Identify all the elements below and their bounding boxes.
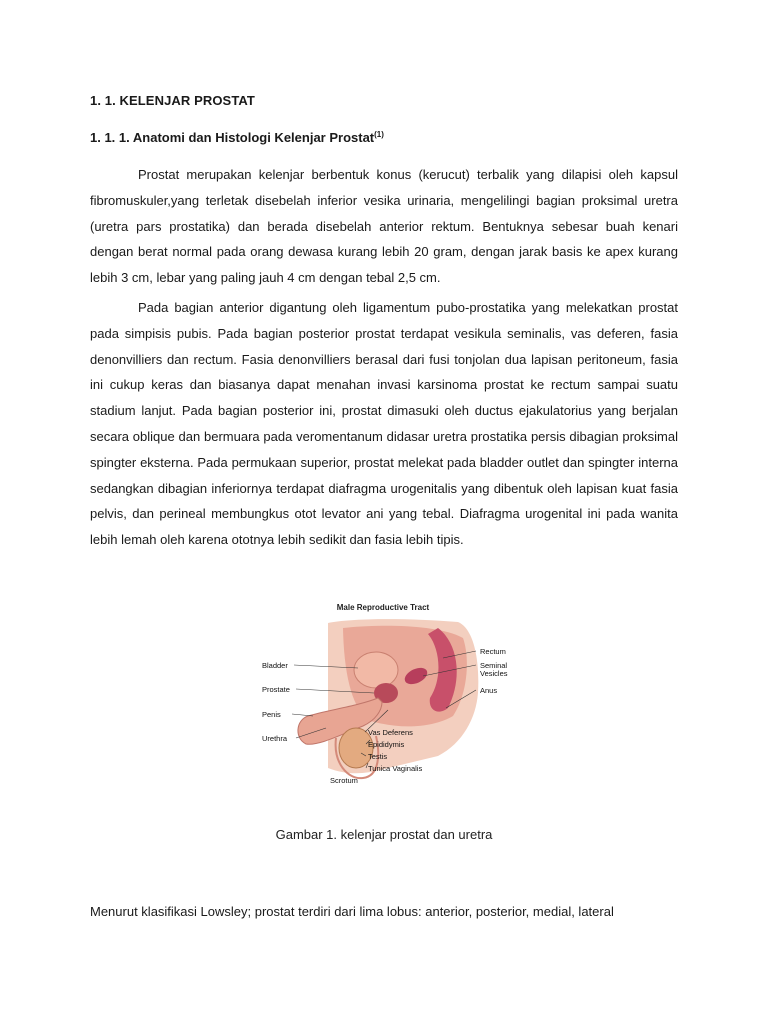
label-vas-deferens: Vas Deferens bbox=[368, 728, 413, 737]
label-anus: Anus bbox=[480, 686, 498, 695]
label-bladder: Bladder bbox=[262, 661, 288, 670]
figure-caption: Gambar 1. kelenjar prostat dan uretra bbox=[275, 827, 493, 842]
label-epididymis: Epididymis bbox=[368, 740, 405, 749]
anatomy-figure bbox=[258, 598, 508, 798]
paragraph-3: Menurut klasifikasi Lowsley; prostat terdiri dari lima lobus: anterior, posterior, medial, lateral bbox=[90, 904, 614, 919]
citation-superscript: (1) bbox=[374, 130, 384, 139]
subsection-heading bbox=[90, 130, 384, 145]
paragraph-1: Prostat merupakan kelenjar berbentuk konus (kerucut) terbalik yang dilapisi oleh kapsul fibromuskuler,yang terletak disebelah inferior vesika urinaria, mengelilingi bagian proksimal uretra (uretra pars prostatika) dan berada disebelah anterior rektum. Bentuknya sebesar buah kenari dengan berat normal pada orang dewasa kurang lebih 20 gram, dengan jarak basis ke apex kurang lebih 3 cm, lebar yang paling jauh 4 cm dengan tebal 2,5 cm. bbox=[90, 167, 678, 286]
label-testis: Testis bbox=[368, 752, 388, 761]
label-prostate: Prostate bbox=[262, 685, 290, 694]
section-heading: 1. 1. KELENJAR PROSTAT bbox=[90, 93, 255, 108]
figure-title: Male Reproductive Tract bbox=[336, 603, 430, 612]
label-tunica-vaginalis: Tunica Vaginalis bbox=[368, 764, 423, 773]
label-penis: Penis bbox=[262, 710, 281, 719]
label-vesicles: Vesicles bbox=[480, 669, 508, 678]
subsection-heading-text: 1. 1. 1. Anatomi dan Histologi Kelenjar Prostat bbox=[90, 130, 375, 145]
label-rectum: Rectum bbox=[480, 647, 506, 656]
bladder-shape bbox=[354, 652, 398, 688]
label-scrotum: Scrotum bbox=[330, 776, 358, 785]
label-seminal: Seminal bbox=[480, 661, 508, 670]
label-urethra: Urethra bbox=[262, 734, 288, 743]
paragraph-2: Pada bagian anterior digantung oleh ligamentum pubo-prostatika yang melekatkan prostat pada simpisis pubis. Pada bagian posterior prostat terdapat vesikula seminalis, vas deferen, fasia denonvilliers dan rectum. Fasia denonvilliers berasal dari fusi tonjolan dua lapisan peritoneum, fasia ini cukup keras dan biasanya dapat menahan invasi karsinoma prostat ke rectum sampai suatu stadium lanjut. Pada bagian posterior ini, prostat dimasuki oleh ductus ejakulatorius yang berjalan secara oblique dan bermuara pada veromentanum didasar uretra prostatika persis dibagian proksimal spingter eksterna. Pada permukaan superior, prostat melekat pada bladder outlet dan spingter interna sedangkan dibagian inferiornya terdapat diafragma urogenitalis yang dibentuk oleh lapisan kuat fasia pelvis, dan perineal membungkus otot levator ani yang tebal. Diafragma urogenital ini pada wanita lebih lemah oleh karena ototnya lebih sedikit dan fasia lebih tipis. bbox=[90, 300, 678, 548]
anatomy-illustration bbox=[258, 598, 508, 798]
